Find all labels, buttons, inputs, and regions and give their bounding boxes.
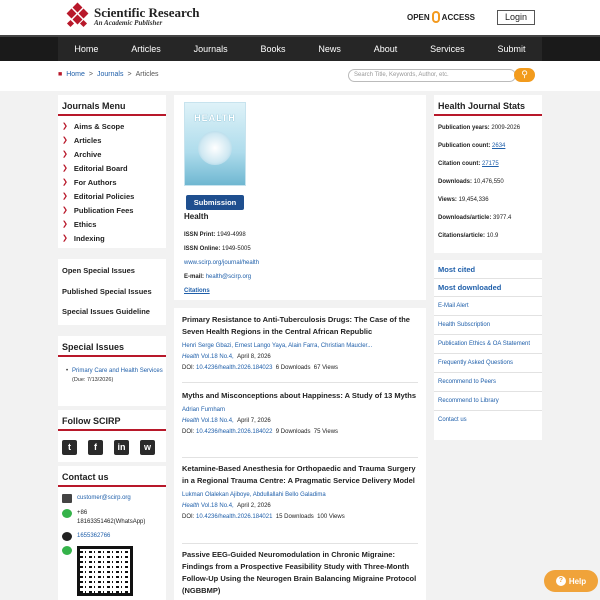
chevron-right-icon: ❯ — [62, 123, 68, 130]
stat-cit-per-article: 10.9 — [486, 233, 499, 239]
nav-submit[interactable]: Submit — [497, 44, 526, 54]
top-bar — [0, 0, 600, 35]
wechat-qr-code — [77, 546, 133, 596]
stats-title: Health Journal Stats — [434, 95, 542, 116]
special-issue-due: (Due: 7/13/2026) — [72, 377, 114, 383]
chevron-right-icon: ❯ — [62, 165, 68, 172]
issn-online-label: ISSN Online: — [184, 246, 221, 252]
chevron-right-icon: ❯ — [62, 151, 68, 158]
article-item — [182, 390, 418, 438]
article-downloads: 6 Downloads — [275, 365, 311, 371]
nav-news[interactable]: News — [318, 44, 341, 54]
contact-us-link[interactable]: Contact us — [438, 417, 467, 423]
menu-item-archive[interactable] — [62, 148, 162, 162]
chevron-right-icon: ❯ — [62, 193, 68, 200]
stat-citation-count[interactable]: 27175 — [482, 161, 499, 167]
special-issues-guideline-link[interactable]: Special Issues Guideline — [62, 307, 150, 316]
article-doi[interactable]: 10.4236/health.2026.184023 — [196, 365, 273, 371]
logo-mark-icon — [66, 4, 90, 28]
chevron-right-icon: ❯ — [62, 207, 68, 214]
published-special-issues-link[interactable]: Published Special Issues — [62, 286, 152, 296]
whatsapp-icon — [62, 509, 72, 518]
menu-item-label: Editorial Policies — [73, 192, 135, 201]
chevron-right-icon: ❯ — [62, 137, 68, 144]
article-date: April 8, 2026 — [237, 354, 271, 360]
issn-print: 1949-4998 — [217, 232, 246, 238]
journals-menu-title: Journals Menu — [58, 95, 166, 116]
open-access-badge — [407, 11, 475, 23]
breadcrumb-separator-icon: > — [127, 71, 132, 78]
menu-item-label: Articles — [73, 136, 102, 145]
menu-item-editorial-policies[interactable] — [62, 190, 162, 204]
breadcrumb-home[interactable]: Home — [66, 71, 85, 78]
stat-years-label: Publication years: — [438, 125, 490, 131]
doi-label: DOI: — [182, 429, 195, 435]
special-issue-links-panel — [58, 259, 166, 325]
open-lock-icon — [432, 11, 440, 23]
special-issue-link[interactable]: • Primary Care and Health Services — [58, 365, 166, 377]
article-journal[interactable]: Health — [182, 503, 200, 509]
stat-downloads: 10,476,550 — [473, 179, 504, 185]
journal-url[interactable]: www.scirp.org/journal/health — [184, 260, 260, 266]
recommend-peers-link[interactable]: Recommend to Peers — [434, 373, 542, 392]
facebook-icon[interactable]: f — [88, 440, 103, 455]
article-issue[interactable]: Vol.18 No.4, — [201, 354, 234, 360]
contact-panel — [58, 466, 166, 600]
journal-stats-panel — [434, 95, 542, 253]
article-authors[interactable]: Henri Serge Gbazi, Ernest Lango Yaya, Alain Farra, Christian Maucler... — [182, 343, 373, 349]
article-doi[interactable]: 10.4236/health.2026.184021 — [196, 514, 273, 520]
citations-link[interactable]: Citations — [184, 288, 210, 294]
journal-name: Health — [184, 212, 209, 221]
stat-cit-per-label: Citations/article: — [438, 233, 486, 239]
help-label: Help — [568, 576, 587, 586]
chevron-right-icon: ❯ — [62, 221, 68, 228]
stat-citation-label: Citation count: — [438, 161, 481, 167]
linkedin-icon[interactable]: in — [114, 440, 129, 455]
stat-dl-per-article: 3977.4 — [493, 215, 512, 221]
question-icon: ? — [556, 576, 566, 586]
article-views: 75 Views — [313, 429, 339, 435]
open-special-issues-link[interactable]: Open Special Issues — [62, 266, 135, 275]
faq-link[interactable]: Frequently Asked Questions — [434, 354, 542, 373]
article-authors[interactable]: Lukman Olalekan Ajiboye, Abdullallahi Bello Galadima — [182, 492, 326, 498]
stat-years: 2009-2026 — [491, 125, 521, 131]
stat-views-label: Views: — [438, 197, 457, 203]
submission-button[interactable]: Submission — [186, 195, 244, 210]
article-downloads: 9 Downloads — [275, 429, 311, 435]
most-cited-link[interactable]: Most cited — [434, 261, 542, 279]
ethics-oa-link[interactable]: Publication Ethics & OA Statement — [434, 335, 542, 354]
menu-item-label: Ethics — [73, 220, 97, 229]
article-journal[interactable]: Health — [182, 418, 200, 424]
search-button[interactable] — [514, 68, 535, 82]
nav-articles[interactable]: Articles — [131, 44, 161, 54]
article-title[interactable]: Passive EEG-Guided Neuromodulation in Chronic Migraine: Findings from a Prospective Feasibility Study with Three-Month Follow-Up Using the Neurogen Brain Balancing Migraine Protocol (NGBBMP) — [182, 550, 417, 595]
wechat-icon — [62, 546, 72, 555]
menu-item-label: Editorial Board — [73, 164, 128, 173]
contact-title: Contact us — [58, 466, 166, 487]
nav-journals[interactable]: Journals — [193, 44, 228, 54]
divider — [182, 543, 418, 544]
journal-details — [184, 212, 259, 298]
logo-subtitle: An Academic Publisher — [94, 18, 163, 27]
contact-email[interactable]: customer@scirp.org — [77, 495, 131, 501]
issn-online: 1949-5005 — [222, 246, 251, 252]
weibo-icon[interactable]: w — [140, 440, 155, 455]
menu-item-ethics[interactable] — [62, 218, 162, 232]
email-label: E-mail: — [184, 274, 205, 280]
article-issue[interactable]: Vol.18 No.4, — [201, 503, 234, 509]
contact-phone: 18163351462(WhatsApp) — [77, 519, 146, 525]
article-journal[interactable]: Health — [182, 354, 200, 360]
stat-downloads-label: Downloads: — [438, 179, 472, 185]
article-item — [182, 314, 418, 374]
menu-item-label: Publication Fees — [73, 206, 134, 215]
email-alert-link[interactable]: E-Mail Alert — [434, 297, 542, 316]
search-icon: ⚲ — [521, 69, 528, 79]
journals-menu-panel — [58, 95, 166, 248]
twitter-icon[interactable]: t — [62, 440, 77, 455]
article-date: April 2, 2026 — [237, 503, 271, 509]
help-button[interactable] — [544, 570, 598, 592]
home-icon: ■ — [58, 71, 63, 78]
email-icon — [62, 494, 72, 503]
issn-print-label: ISSN Print: — [184, 232, 216, 238]
menu-item-label: For Authors — [73, 178, 117, 187]
login-button[interactable]: Login — [497, 10, 535, 25]
menu-item-publication-fees[interactable] — [62, 204, 162, 218]
stat-publication-label: Publication count: — [438, 143, 491, 149]
breadcrumb-separator-icon: > — [88, 71, 94, 78]
main-nav — [0, 35, 600, 61]
divider — [182, 382, 418, 383]
follow-panel — [58, 410, 166, 462]
article-issue[interactable]: Vol.18 No.4, — [201, 418, 234, 424]
search-input[interactable]: Search Title, Keywords, Author, etc. — [348, 69, 516, 82]
breadcrumb — [58, 71, 159, 78]
doi-label: DOI: — [182, 514, 195, 520]
open-access-pre: OPEN — [407, 12, 430, 22]
divider — [182, 457, 418, 458]
menu-item-for-authors[interactable] — [62, 176, 162, 190]
menu-item-label: Aims & Scope — [73, 122, 125, 131]
contact-qq[interactable]: 1655362766 — [77, 533, 111, 539]
nav-about[interactable]: About — [373, 44, 398, 54]
chevron-right-icon: ❯ — [62, 235, 68, 242]
menu-item-articles[interactable] — [62, 134, 162, 148]
nav-home[interactable]: Home — [74, 44, 99, 54]
menu-item-aims-scope[interactable] — [62, 120, 162, 134]
recommend-library-link[interactable]: Recommend to Library — [434, 392, 542, 411]
breadcrumb-current: Articles — [135, 71, 159, 78]
article-doi[interactable]: 10.4236/health.2026.184022 — [196, 429, 273, 435]
article-views: 100 Views — [317, 514, 345, 520]
stat-views: 19,454,336 — [458, 197, 489, 203]
chevron-right-icon: ❯ — [62, 179, 68, 186]
article-downloads: 15 Downloads — [275, 514, 314, 520]
cover-title: HEALTH — [194, 113, 236, 123]
contact-phone-prefix: +86 — [77, 510, 88, 516]
menu-item-label: Archive — [73, 150, 102, 159]
qq-icon — [62, 532, 72, 541]
stat-dl-per-label: Downloads/article: — [438, 215, 492, 221]
related-links-panel — [434, 260, 542, 440]
article-authors[interactable]: Adrian Furnham — [182, 407, 226, 413]
special-issues-panel — [58, 336, 166, 406]
nav-books[interactable]: Books — [260, 44, 286, 54]
journal-email[interactable]: health@scirp.org — [205, 274, 252, 280]
stat-publication-count[interactable]: 2634 — [492, 143, 506, 149]
doi-label: DOI: — [182, 365, 195, 371]
article-title[interactable]: Ketamine-Based Anesthesia for Orthopaedic and Trauma Surgery in a Regional Trauma Centre: A Pragmatic Service Delivery Model — [182, 464, 416, 485]
logo-title: Scientific Research — [94, 4, 200, 20]
breadcrumb-bar — [0, 61, 600, 91]
site-logo[interactable] — [66, 4, 200, 28]
subscription-link[interactable]: Health Subscription — [434, 316, 542, 335]
breadcrumb-journals[interactable]: Journals — [97, 71, 124, 78]
most-downloaded-link[interactable]: Most downloaded — [434, 279, 542, 297]
special-issues-title: Special Issues — [58, 336, 166, 357]
journal-cover[interactable] — [184, 102, 246, 186]
article-item — [182, 463, 418, 523]
nav-services[interactable]: Services — [430, 44, 465, 54]
article-item — [182, 549, 418, 597]
open-access-post: ACCESS — [441, 12, 476, 22]
follow-title: Follow SCIRP — [58, 410, 166, 431]
menu-item-label: Indexing — [73, 234, 105, 243]
article-views: 67 Views — [313, 365, 339, 371]
cover-image — [198, 131, 232, 165]
article-title[interactable]: Primary Resistance to Anti-Tuberculosis Drugs: The Case of the Seven Health Regions in the Central African Republic — [182, 315, 410, 336]
article-title[interactable]: Myths and Misconceptions about Happiness: A Study of 13 Myths — [182, 391, 417, 400]
menu-item-editorial-board[interactable] — [62, 162, 162, 176]
article-date: April 7, 2026 — [237, 418, 271, 424]
menu-item-indexing[interactable] — [62, 232, 162, 246]
